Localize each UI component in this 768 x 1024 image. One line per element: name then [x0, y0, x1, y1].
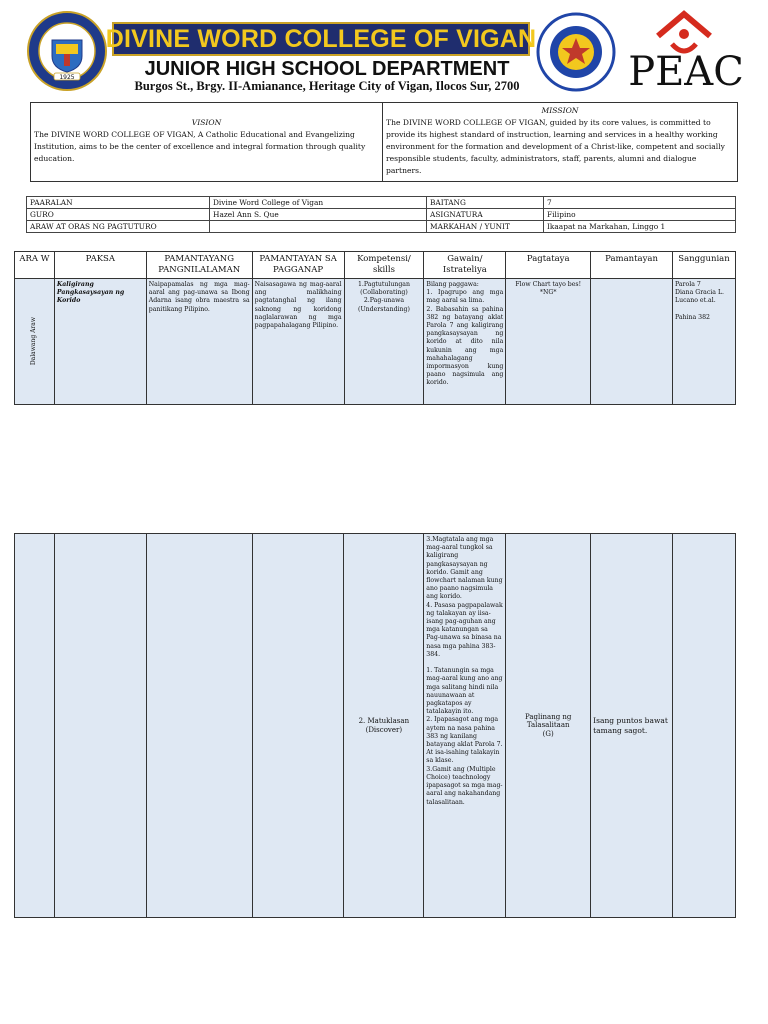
- markahan-value: Ikaapat na Markahan, Linggo 1: [544, 221, 736, 233]
- guro-value: Hazel Ann S. Que: [210, 209, 427, 221]
- guro-label: GURO: [27, 209, 210, 221]
- vision-title: VISION: [191, 118, 222, 127]
- cell-pamantayan-2: Isang puntos bawat tamang sagot.: [591, 534, 673, 918]
- vision-text: The DIVINE WORD COLLEGE OF VIGAN, A Catholic Educational and Evangelizing Institution, aims to be the center of excellence and integral formation through quality education.: [34, 130, 366, 163]
- cell-pangnilalaman: Naipapamalas ng mga mag-aaral ang pag-unawa sa Ibong Adarna isang obra maestra sa panitikang Pilipino.: [146, 279, 252, 405]
- lesson-plan-table: [14, 251, 736, 405]
- cell-araw-2: [15, 534, 55, 918]
- araw-oras-value: [210, 221, 427, 233]
- cell-pamantayan: [591, 279, 673, 405]
- cell-gawain: Bilang paggawa: 1. Ipagrupo ang mga mag aaral sa lima. 2. Babasahin sa pahina 382 ng batayang aklat Parola 7 ang kaligirang pangkasaysayan ng korido at dito nila kukunin ang mga mahahalagang impormasyon kung paano nagsimula ang korido.: [424, 279, 506, 405]
- cell-araw: [15, 279, 55, 405]
- cell-gawain-2: 3.Magtatala ang mga mag-aaral tungkol sa kaligirang pangkasaysayan ng korido. Gamit ang flowchart nalaman kung ano paano nagsimula ang korido. 4. Pasasa pagpapalawak ng talakayan ay iisa-isang pag-aguhan ang mga katanungan sa Pag-unawa sa binasa na nasa mga pahina 383-384. 1. Tatanungin sa mga mag-aaral kung ano ang mga salitang hindi nila nauunawaan at pagkatapos ay tatalakayin ito. 2. Ipapasagot ang mga aytem na nasa pahina 383 ng kanilang batayang aklat Parola 7. At isa-isahing talakayin sa klase. 3.Gamit ang (Multiple Choice) teachnology ipapasagot sa mga mag-aaral ang nakahandang talasalitaan.: [424, 534, 506, 918]
- cell-paksa-2: [54, 534, 146, 918]
- asignatura-value: Filipino: [544, 209, 736, 221]
- lesson-plan-table-continued: [14, 533, 736, 918]
- header-pagtataya: Pagtataya: [506, 252, 591, 279]
- school-address: Burgos St., Brgy. II-Amianance, Heritage City of Vigan, Ilocos Sur, 2700: [134, 79, 520, 93]
- header-pamantayang-pangnilalaman: PAMANTAYANG PANGNILALAMAN: [146, 252, 252, 279]
- header-araw: ARA W: [15, 252, 55, 279]
- header-gawain: Gawain/ Istrateliya: [424, 252, 506, 279]
- vision-section: [31, 103, 383, 181]
- lesson-info-table: [26, 196, 736, 233]
- deped-seal-logo: [536, 12, 616, 92]
- cell-paksa: Kaligirang Pangkasaysayan ng Korido: [54, 279, 146, 405]
- school-seal-logo: [26, 10, 108, 92]
- header-paksa: PAKSA: [54, 252, 146, 279]
- cell-pagganap: Naisasagawa ng mag-aaral ang malikhaing pagtatanghal ng ilang saknong ng koridong naglalarawan ng mga pagpapahalagang Pilipino.: [252, 279, 344, 405]
- cell-pagtataya: Flow Chart tayo bes! *NG*: [506, 279, 591, 405]
- department-title: JUNIOR HIGH SCHOOL DEPARTMENT: [144, 58, 510, 80]
- cell-sanggunian-2: [673, 534, 736, 918]
- cell-pagtataya-2: Paglinang ng Talasalitaan (G): [506, 534, 591, 918]
- vision-mission-box: [30, 102, 738, 182]
- asignatura-label: ASIGNATURA: [427, 209, 544, 221]
- mission-title: MISSION: [541, 106, 579, 115]
- cell-sanggunian: Parola 7 Diana Gracia L. Lucano et.al. Pahina 382: [672, 279, 735, 405]
- cell-pagganap-2: [252, 534, 344, 918]
- school-name-banner: DIVINE WORD COLLEGE OF VIGAN: [112, 22, 530, 56]
- araw-value: Dalawang Araw: [30, 317, 38, 366]
- markahan-label: MARKAHAN / YUNIT: [427, 221, 544, 233]
- baitang-value: 7: [544, 197, 736, 209]
- header-kompetensi: Kompetensi/ skills: [344, 252, 424, 279]
- peac-logo-text: PEAC: [628, 49, 744, 95]
- cell-pangnilalaman-2: [146, 534, 252, 918]
- svg-text:1925: 1925: [59, 74, 75, 81]
- mission-text: The DIVINE WORD COLLEGE OF VIGAN, guided by its core values, is committed to provide its highest standard of instruction, learning and services in a healthy working environment for the formation and development of a Christ-like, competent and socially responsible students, faculty, administrators, staff, parents, alumni and dialogue partners.: [386, 118, 725, 175]
- paaralan-label: PAARALAN: [27, 197, 210, 209]
- araw-oras-label: ARAW AT ORAS NG PAGTUTURO: [27, 221, 210, 233]
- mission-section: [383, 103, 737, 181]
- header-pamantayan: Pamantayan: [591, 252, 673, 279]
- cell-kompetensi-2: 2. Matuklasan (Discover): [344, 534, 424, 918]
- paaralan-value: Divine Word College of Vigan: [210, 197, 427, 209]
- header-sanggunian: Sanggunian: [672, 252, 735, 279]
- baitang-label: BAITANG: [427, 197, 544, 209]
- header-pamantayan-sa-pagganap: PAMANTAYAN SA PAGGANAP: [252, 252, 344, 279]
- cell-kompetensi: 1.Pagtutulungan (Collaborating) 2.Pag-unawa (Understanding): [344, 279, 424, 405]
